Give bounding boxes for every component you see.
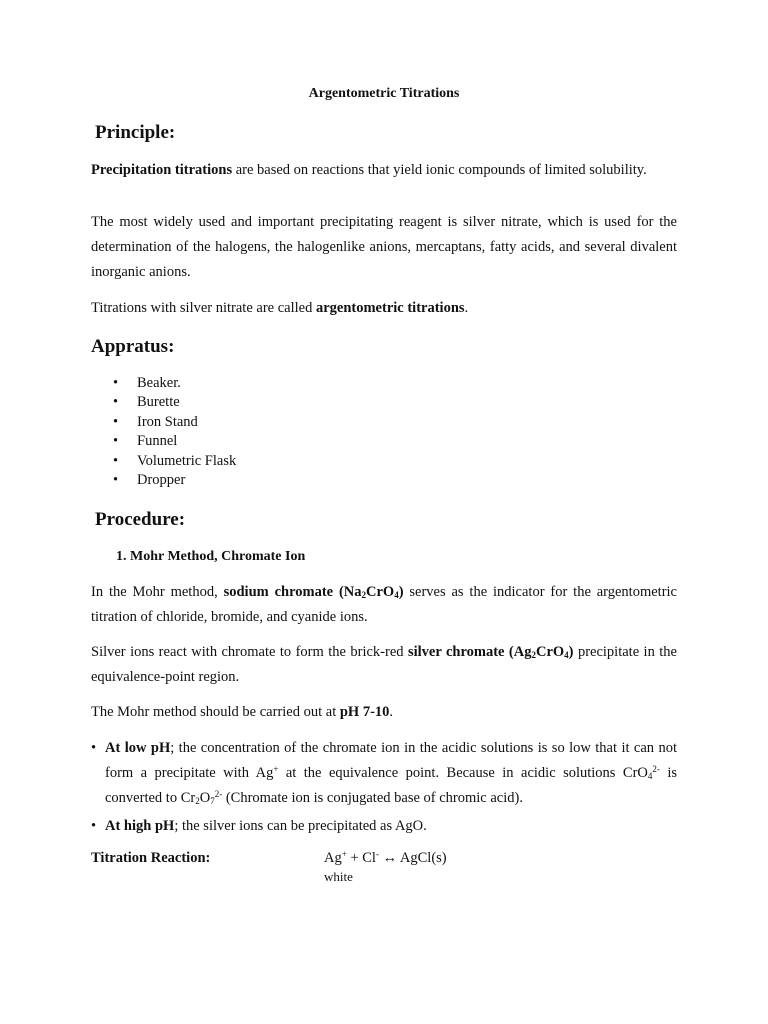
text: The Mohr method should be carried out at	[91, 704, 340, 720]
period: .	[389, 704, 394, 720]
apparatus-heading: Appratus:	[91, 336, 175, 357]
text: sodium chromate (Na	[223, 584, 362, 600]
principle-heading: Principle:	[95, 122, 176, 143]
list-item-label: Dropper	[137, 472, 186, 489]
text: )	[568, 644, 574, 660]
subscript: 2	[531, 650, 536, 660]
low-ph-term: At low pH	[105, 740, 171, 756]
text: precipitate in the equivalence-point region.	[91, 644, 677, 685]
list-item-label: Iron Stand	[137, 413, 198, 430]
list-item-label: Funnel	[137, 433, 178, 450]
list-item	[113, 452, 236, 471]
superscript: +	[273, 764, 279, 774]
text: In the Mohr method,	[91, 584, 224, 600]
list-item-label: Burette	[137, 394, 180, 411]
bullet-icon: •	[113, 413, 119, 430]
superscript: -	[375, 849, 379, 859]
text: O	[199, 790, 211, 806]
principle-paragraph-3	[91, 296, 677, 321]
text: is converted to Cr	[105, 765, 677, 806]
bullet-icon: •	[113, 433, 119, 450]
list-item-label: Beaker.	[137, 375, 181, 391]
text: + Cl	[346, 850, 376, 866]
principle-paragraph-1	[91, 161, 677, 179]
mohr-paragraph-3	[91, 700, 677, 725]
list-item	[113, 374, 236, 393]
text: ; the silver ions can be precipitated as AgO.	[174, 818, 427, 834]
low-ph-text	[105, 736, 677, 811]
silver-chromate-term	[408, 644, 574, 660]
text: (Chromate ion is conjugated base of chromic acid).	[222, 790, 523, 806]
ph-range-term: pH 7-10	[339, 704, 390, 720]
list-item	[113, 413, 236, 432]
bullet-icon: •	[113, 394, 119, 411]
principle-paragraph-3-text: Titrations with silver nitrate are called	[91, 300, 316, 316]
argentometric-titrations-term: argentometric titrations	[315, 300, 465, 316]
subscript: 4	[394, 590, 399, 600]
text: CrO	[366, 584, 395, 600]
text: )	[398, 584, 404, 600]
text: Silver ions react with chromate to form the brick-red	[91, 644, 408, 660]
apparatus-list	[113, 374, 236, 490]
list-item	[113, 471, 236, 490]
text: ; the concentration of the chromate ion in the acidic solutions is so low that it can not form a precipitate with Ag	[105, 740, 677, 781]
high-ph-bullet	[91, 814, 677, 839]
principle-paragraph-1-text: are based on reactions that yield ionic compounds of limited solubility.	[232, 162, 647, 178]
sodium-chromate-term	[224, 584, 404, 600]
subscript: 7	[210, 796, 215, 806]
subscript: 4	[564, 650, 569, 660]
bullet-icon: •	[91, 740, 97, 756]
page-title: Argentometric Titrations	[308, 86, 460, 101]
subscript: 2	[195, 796, 200, 806]
superscript: 2-	[214, 789, 223, 799]
bullet-icon: •	[113, 452, 119, 469]
list-item-label: Volumetric Flask	[137, 452, 237, 469]
list-item	[113, 393, 236, 412]
period: .	[464, 300, 469, 316]
text: at the equivalence point. Because in acidic solutions CrO	[278, 765, 648, 781]
text: ↔ AgCl(s)	[378, 850, 447, 866]
superscript: +	[341, 849, 347, 859]
precipitate-color-note: white	[324, 869, 353, 884]
subscript: 4	[647, 771, 653, 781]
precipitation-titrations-term: Precipitation titrations	[91, 162, 233, 178]
mohr-paragraph-1	[91, 580, 677, 630]
method-title: 1. Mohr Method, Chromate Ion	[116, 549, 306, 564]
subscript: 2	[361, 590, 366, 600]
high-ph-term: At high pH	[105, 818, 175, 834]
text: CrO	[535, 644, 565, 660]
low-ph-bullet	[91, 736, 677, 811]
bullet-icon: •	[113, 472, 119, 489]
titration-reaction-label: Titration Reaction:	[91, 850, 211, 866]
text: silver chromate (Ag	[407, 644, 532, 660]
mohr-paragraph-2	[91, 640, 677, 690]
bullet-icon: •	[91, 818, 97, 834]
bullet-icon: •	[113, 375, 119, 391]
titration-reaction-equation	[324, 850, 447, 867]
principle-paragraph-2: The most widely used and important precipitating reagent is silver nitrate, which is used for the determination of the halogens, the halogenlike anions, mercaptans, fatty acids, and several divalent inorganic anions.	[91, 214, 677, 280]
high-ph-text	[105, 814, 677, 839]
superscript: 2-	[652, 764, 660, 774]
list-item	[113, 432, 236, 451]
text: Ag	[324, 850, 342, 866]
procedure-heading: Procedure:	[95, 509, 186, 530]
text: serves as the indicator for the argentometric titration of chloride, bromide, and cyanide ions.	[91, 584, 677, 625]
